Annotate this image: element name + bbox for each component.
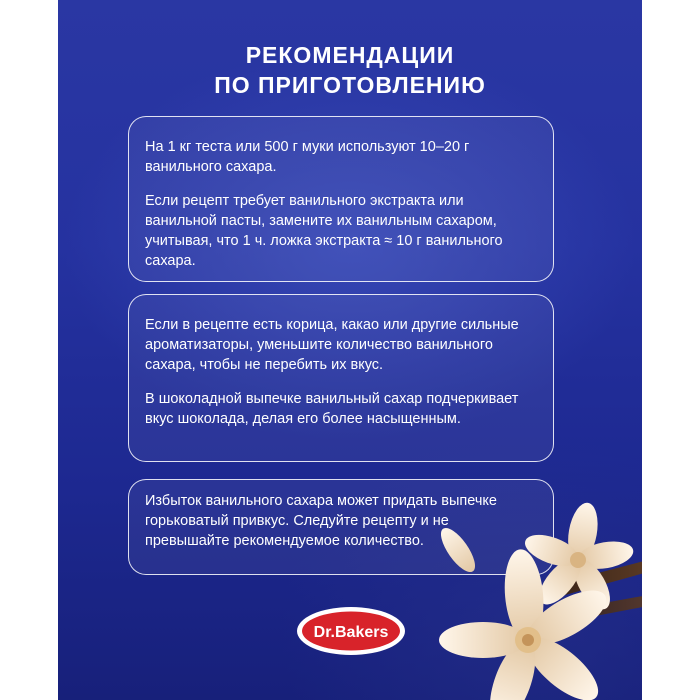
title-line-1: РЕКОМЕНДАЦИИ	[245, 42, 455, 68]
infographic-panel	[58, 0, 642, 700]
page-title	[58, 40, 642, 100]
brand-logo	[296, 606, 406, 656]
tip-text: Если рецепт требует ванильного экстракта или ванильной пасты, замените их ванильным сахаром, учитывая, что 1 ч. ложка экстракта ≈ 10 г ванильного сахара.	[145, 193, 503, 269]
tip-card-2	[128, 294, 554, 462]
brand-name: Dr.Bakers	[313, 624, 389, 641]
tip-text: Избыток ванильного сахара может придать выпечке горьковатый привкус. Следуйте рецепту и не превышайте рекомендуемое количество.	[145, 493, 497, 549]
tip-text: Если в рецепте есть корица, какао или другие сильные ароматизаторы, уменьшите количество ванильного сахара, чтобы не перебить их вкус.	[145, 317, 519, 373]
tip-card-1	[128, 116, 554, 282]
vanilla-flower-icon	[418, 500, 642, 700]
tip-text: В шоколадной выпечке ванильный сахар подчеркивает вкус шоколада, делая его более насыщенным.	[145, 391, 519, 427]
title-line-2: ПО ПРИГОТОВЛЕНИЮ	[214, 72, 486, 98]
tip-text: На 1 кг теста или 500 г муки используют 10–20 г ванильного сахара.	[145, 139, 470, 175]
